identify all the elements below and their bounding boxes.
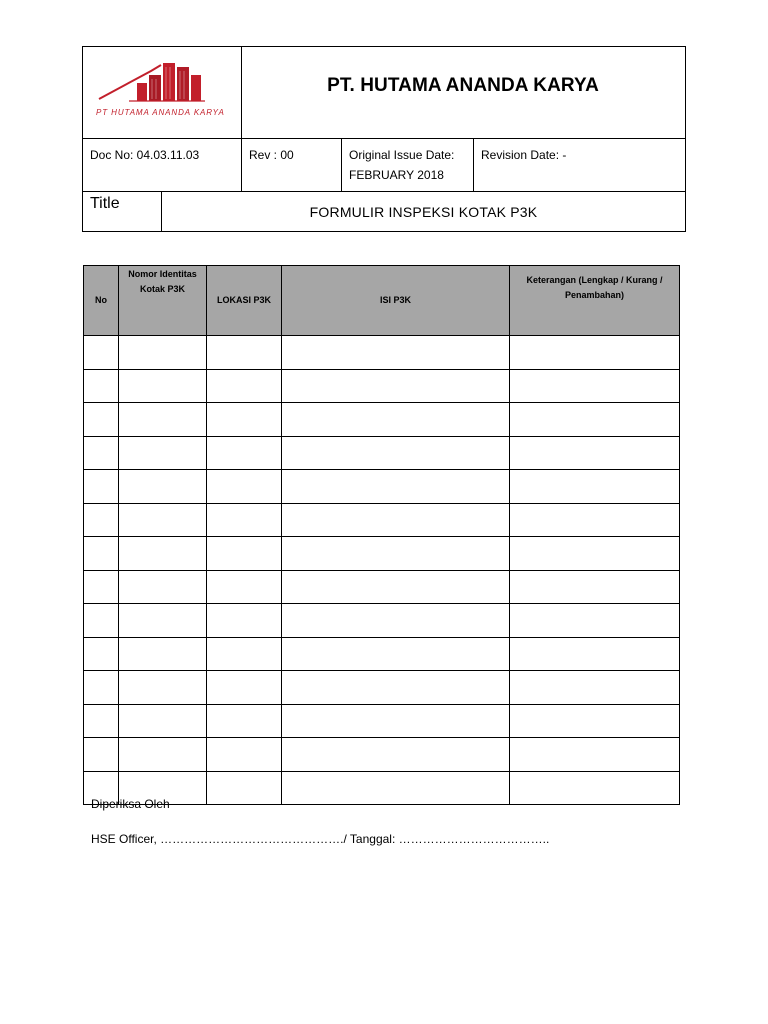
form-title: FORMULIR INSPEKSI KOTAK P3K [309, 203, 538, 220]
table-cell[interactable] [510, 537, 680, 571]
table-cell[interactable] [510, 738, 680, 772]
table-cell[interactable] [207, 704, 282, 738]
table-row [84, 738, 680, 772]
revision-number: Rev : 00 [242, 139, 342, 192]
table-cell[interactable] [510, 336, 680, 370]
table-cell[interactable] [207, 570, 282, 604]
table-cell[interactable] [84, 604, 119, 638]
table-cell[interactable] [207, 537, 282, 571]
document-header [82, 46, 686, 232]
table-cell[interactable] [119, 604, 207, 638]
column-header-nomor-identitas: Nomor Identitas Kotak P3K [119, 266, 207, 336]
table-cell[interactable] [282, 470, 510, 504]
company-logo-icon [93, 53, 233, 109]
table-row [84, 503, 680, 537]
table-cell[interactable] [207, 470, 282, 504]
table-cell[interactable] [282, 771, 510, 805]
table-row [84, 336, 680, 370]
table-row [84, 537, 680, 571]
table-cell[interactable] [207, 403, 282, 437]
logo-text: PT HUTAMA ANANDA KARYA [96, 108, 225, 117]
original-issue-date [342, 139, 474, 192]
revision-date: Revision Date: - [474, 139, 685, 192]
table-cell[interactable] [119, 436, 207, 470]
table-cell[interactable] [282, 671, 510, 705]
table-cell[interactable] [119, 470, 207, 504]
table-cell[interactable] [282, 436, 510, 470]
table-cell[interactable] [119, 369, 207, 403]
doc-number: Doc No: 04.03.11.03 [83, 139, 242, 192]
inspection-table [83, 265, 680, 805]
table-row [84, 369, 680, 403]
table-cell[interactable] [119, 537, 207, 571]
table-cell[interactable] [282, 570, 510, 604]
table-cell[interactable] [84, 336, 119, 370]
company-cell [242, 47, 685, 139]
table-row [84, 470, 680, 504]
table-cell[interactable] [84, 637, 119, 671]
table-row [84, 637, 680, 671]
table-cell[interactable] [84, 503, 119, 537]
table-body [84, 336, 680, 805]
table-cell[interactable] [282, 637, 510, 671]
logo-cell [83, 47, 242, 139]
table-cell[interactable] [510, 470, 680, 504]
table-cell[interactable] [119, 671, 207, 705]
table-cell[interactable] [510, 570, 680, 604]
table-cell[interactable] [510, 604, 680, 638]
column-header-no: No [84, 266, 119, 336]
table-row [84, 671, 680, 705]
table-row [84, 604, 680, 638]
table-cell[interactable] [207, 503, 282, 537]
table-row [84, 436, 680, 470]
table-row [84, 771, 680, 805]
table-cell[interactable] [282, 403, 510, 437]
table-cell[interactable] [207, 369, 282, 403]
table-cell[interactable] [119, 403, 207, 437]
table-cell[interactable] [282, 604, 510, 638]
table-row [84, 570, 680, 604]
table-cell[interactable] [119, 637, 207, 671]
column-header-lokasi: LOKASI P3K [207, 266, 282, 336]
table-cell[interactable] [84, 369, 119, 403]
table-cell[interactable] [207, 637, 282, 671]
table-cell[interactable] [84, 738, 119, 772]
table-header-row [84, 266, 680, 336]
table-row [84, 403, 680, 437]
table-cell[interactable] [510, 704, 680, 738]
table-cell[interactable] [282, 738, 510, 772]
table-cell[interactable] [119, 570, 207, 604]
table-cell[interactable] [282, 369, 510, 403]
column-header-isi: ISI P3K [282, 266, 510, 336]
table-cell[interactable] [510, 436, 680, 470]
table-cell[interactable] [510, 369, 680, 403]
table-cell[interactable] [84, 671, 119, 705]
signature-line: HSE Officer, ………………………………………./ Tanggal: ……………………………….. [91, 832, 550, 846]
table-cell[interactable] [207, 671, 282, 705]
table-cell[interactable] [84, 704, 119, 738]
original-issue-value: FEBRUARY 2018 [349, 168, 444, 182]
table-cell[interactable] [510, 671, 680, 705]
table-cell[interactable] [207, 604, 282, 638]
table-cell[interactable] [282, 503, 510, 537]
table-cell[interactable] [84, 537, 119, 571]
company-name: PT. HUTAMA ANANDA KARYA [327, 74, 599, 96]
table-cell[interactable] [510, 503, 680, 537]
table-cell[interactable] [207, 771, 282, 805]
table-cell[interactable] [84, 403, 119, 437]
column-header-keterangan: Keterangan (Lengkap / Kurang / Penambahan) [510, 266, 680, 336]
table-cell[interactable] [282, 537, 510, 571]
table-cell[interactable] [207, 436, 282, 470]
table-cell[interactable] [84, 470, 119, 504]
table-cell[interactable] [510, 771, 680, 805]
table-cell[interactable] [510, 403, 680, 437]
table-cell[interactable] [119, 738, 207, 772]
table-cell[interactable] [84, 570, 119, 604]
original-issue-label: Original Issue Date: [349, 148, 455, 162]
table-cell[interactable] [282, 336, 510, 370]
table-cell[interactable] [282, 704, 510, 738]
table-cell[interactable] [84, 436, 119, 470]
table-cell[interactable] [119, 503, 207, 537]
table-cell[interactable] [207, 336, 282, 370]
table-cell[interactable] [510, 637, 680, 671]
table-cell[interactable] [207, 738, 282, 772]
table-row [84, 704, 680, 738]
checked-by-label: Diperiksa Oleh [91, 797, 170, 811]
table-cell[interactable] [119, 704, 207, 738]
table-cell[interactable] [119, 336, 207, 370]
title-label: Title [83, 192, 162, 231]
